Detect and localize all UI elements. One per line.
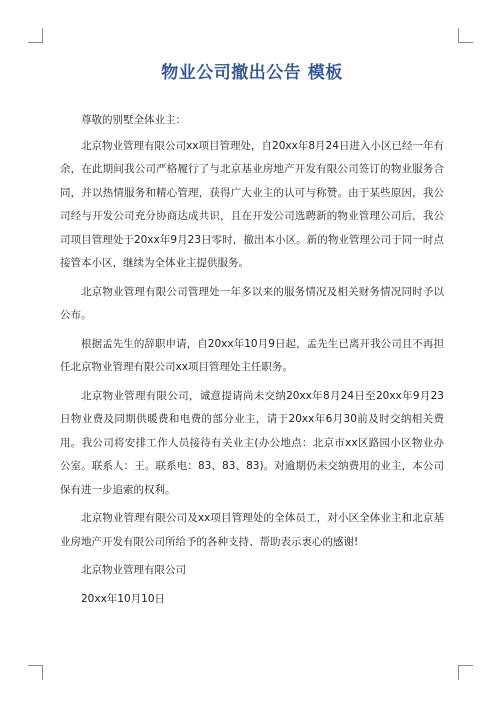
- paragraph-resignation: 根据孟先生的辞职申请，自20xx年10月9日起，孟先生已离开我公司且不再担任北京物业管理有限公司xx项目管理处主任职务。: [60, 337, 444, 373]
- signature: 北京物业管理有限公司: [81, 564, 186, 576]
- salutation: 尊敬的别墅全体业主：: [81, 114, 186, 126]
- crop-mark-bottom-right: [458, 665, 473, 680]
- document-title: 物业公司撤出公告 模板: [161, 63, 343, 83]
- paragraph-payment-notice: 北京物业管理有限公司，诚意提请尚未交纳20xx年8月24日至20xx年9月23日物业费及同期供暖费和电费的部分业主，请于20xx年6月30前及时交纳相关费用。我公司将安排工作人员接待有关业主(办公地点：北京市xx区路园小区物业办公室。联系人：王。联系电：83、83、83)。对逾期仍未交纳费用的业主，本公司保有进一步追索的权利。: [60, 389, 444, 496]
- crop-mark-top-left: [28, 28, 43, 43]
- paragraph-handover: 北京物业管理有限公司xx项目管理处，自20xx年8月24日进入小区已经一年有余，在此期间我公司严格履行了与北京基业房地产开发有限公司签订的物业服务合同，并以热情服务和精心管理，获得广大业主的认可与称赞。由于某些原因，我公司经与开发公司充分协商达成共识，且在开发公司选聘新的物业管理公司后，我公司项目管理处于20xx年9月23日零时，撤出本小区。新的物业管理公司于同一时点接管本小区，继续为全体业主提供服务。: [60, 139, 444, 269]
- paragraph-financial-disclosure: 北京物业管理有限公司管理处一年多以来的服务情况及相关财务情况同时予以公布。: [60, 285, 444, 321]
- crop-mark-top-right: [458, 28, 473, 43]
- paragraph-thanks: 北京物业管理有限公司及xx项目管理处的全体员工，对小区全体业主和北京基业房地产开发有限公司所给予的各种支持、帮助表示衷心的感谢!: [60, 512, 444, 548]
- document-date: 20xx年10月10日: [81, 592, 166, 605]
- crop-mark-bottom-left: [28, 665, 43, 680]
- document-body: [60, 58, 444, 611]
